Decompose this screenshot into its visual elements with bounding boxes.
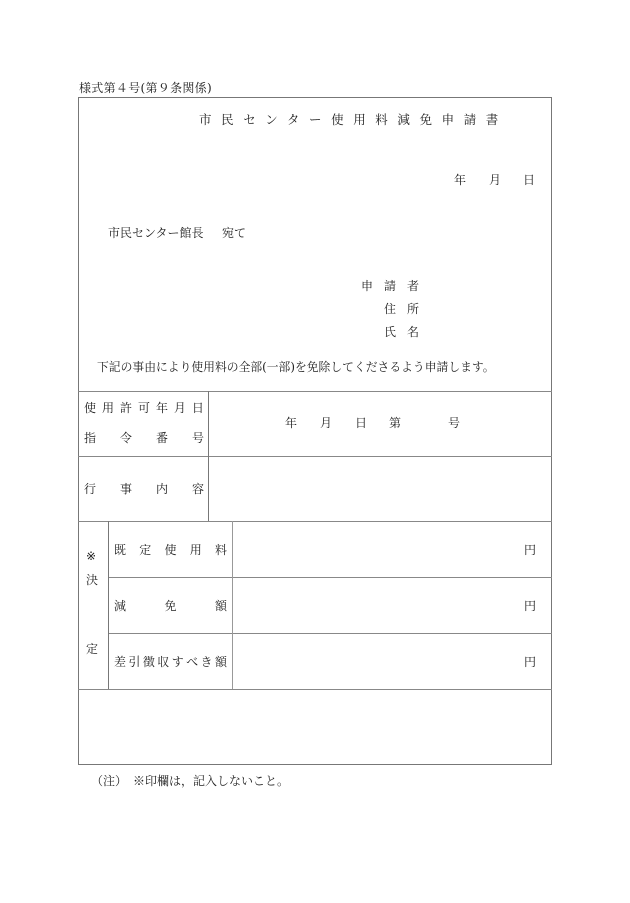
yen-unit: 円 <box>524 599 537 613</box>
label-char: 減 <box>114 599 127 613</box>
label-char: 令 <box>119 431 132 445</box>
address-label-2: 所 <box>407 302 420 316</box>
addressee-suffix: 宛て <box>222 226 247 240</box>
applicant-heading-2: 請 <box>384 279 397 293</box>
row-divider <box>78 689 552 690</box>
document-title: 市民センター使用料減免申請書 <box>199 112 508 127</box>
label-char: 用 <box>189 543 202 557</box>
column-divider <box>232 521 233 689</box>
column-divider <box>208 391 209 521</box>
label-char: 行 <box>84 482 97 496</box>
permit-day: 日 <box>355 416 368 430</box>
label-char: 事 <box>119 482 132 496</box>
label-char: 額 <box>214 655 227 669</box>
label-char: 徴 <box>142 655 155 669</box>
decision-label-bottom: 定 <box>86 642 99 656</box>
permit-date-label <box>84 402 204 414</box>
label-char: 用 <box>101 401 114 415</box>
row-divider <box>78 391 552 392</box>
event-content-label <box>84 483 204 495</box>
label-char: 額 <box>214 599 227 613</box>
form-number-label: 様式第４号(第９条関係) <box>79 81 212 95</box>
date-month-label: 月 <box>489 173 502 187</box>
permit-month: 月 <box>320 416 333 430</box>
label-char: 差 <box>114 655 127 669</box>
addressee-name: 市民センター館長 <box>108 226 204 240</box>
permit-dai: 第 <box>389 416 402 430</box>
address-label-1: 住 <box>384 302 397 316</box>
standard-fee-label <box>114 544 227 556</box>
date-day-label: 日 <box>523 173 536 187</box>
directive-number-label <box>84 432 204 444</box>
label-char: 料 <box>214 543 227 557</box>
net-amount-label <box>114 656 227 668</box>
decision-label-top: 決 <box>86 573 99 587</box>
label-char: す <box>171 655 184 669</box>
label-char: 指 <box>84 431 97 445</box>
label-char: 収 <box>157 655 170 669</box>
reduction-amount-label <box>114 600 227 612</box>
label-char: き <box>200 655 213 669</box>
label-char: 既 <box>114 543 127 557</box>
label-char: 号 <box>191 431 204 445</box>
yen-unit: 円 <box>524 543 537 557</box>
label-char: 日 <box>191 401 204 415</box>
permit-year: 年 <box>285 416 298 430</box>
label-char: 内 <box>155 482 168 496</box>
date-year-label: 年 <box>454 173 467 187</box>
row-divider <box>108 633 552 634</box>
label-char: 許 <box>119 401 132 415</box>
column-divider <box>108 521 109 689</box>
permit-go: 号 <box>448 416 461 430</box>
name-label-1: 氏 <box>384 325 397 339</box>
applicant-heading-3: 者 <box>407 279 420 293</box>
label-char: 使 <box>84 401 97 415</box>
label-char: 使 <box>164 543 177 557</box>
name-label-2: 名 <box>407 325 420 339</box>
label-char: 引 <box>128 655 141 669</box>
label-char: 可 <box>137 401 150 415</box>
seal-area[interactable] <box>80 692 550 763</box>
label-char: 免 <box>164 599 177 613</box>
reduction-amount-field[interactable] <box>236 580 516 630</box>
request-statement: 下記の事由により使用料の全部(一部)を免除してくださるよう申請します。 <box>97 360 495 374</box>
footnote: （注） ※印欄は，記入しないこと。 <box>91 774 290 788</box>
label-char: 番 <box>155 431 168 445</box>
label-char: 年 <box>155 401 168 415</box>
reference-mark: ※ <box>86 549 97 563</box>
applicant-heading-1: 申 <box>361 279 374 293</box>
standard-fee-field[interactable] <box>236 524 516 574</box>
net-amount-field[interactable] <box>236 636 516 686</box>
label-char: べ <box>186 655 199 669</box>
label-char: 定 <box>139 543 152 557</box>
row-divider <box>78 456 552 457</box>
event-content-field[interactable] <box>212 459 548 519</box>
label-char: 容 <box>191 482 204 496</box>
row-divider <box>108 577 552 578</box>
label-char: 月 <box>173 401 186 415</box>
yen-unit: 円 <box>524 655 537 669</box>
permit-info-field[interactable] <box>212 394 548 454</box>
row-divider <box>78 521 552 522</box>
